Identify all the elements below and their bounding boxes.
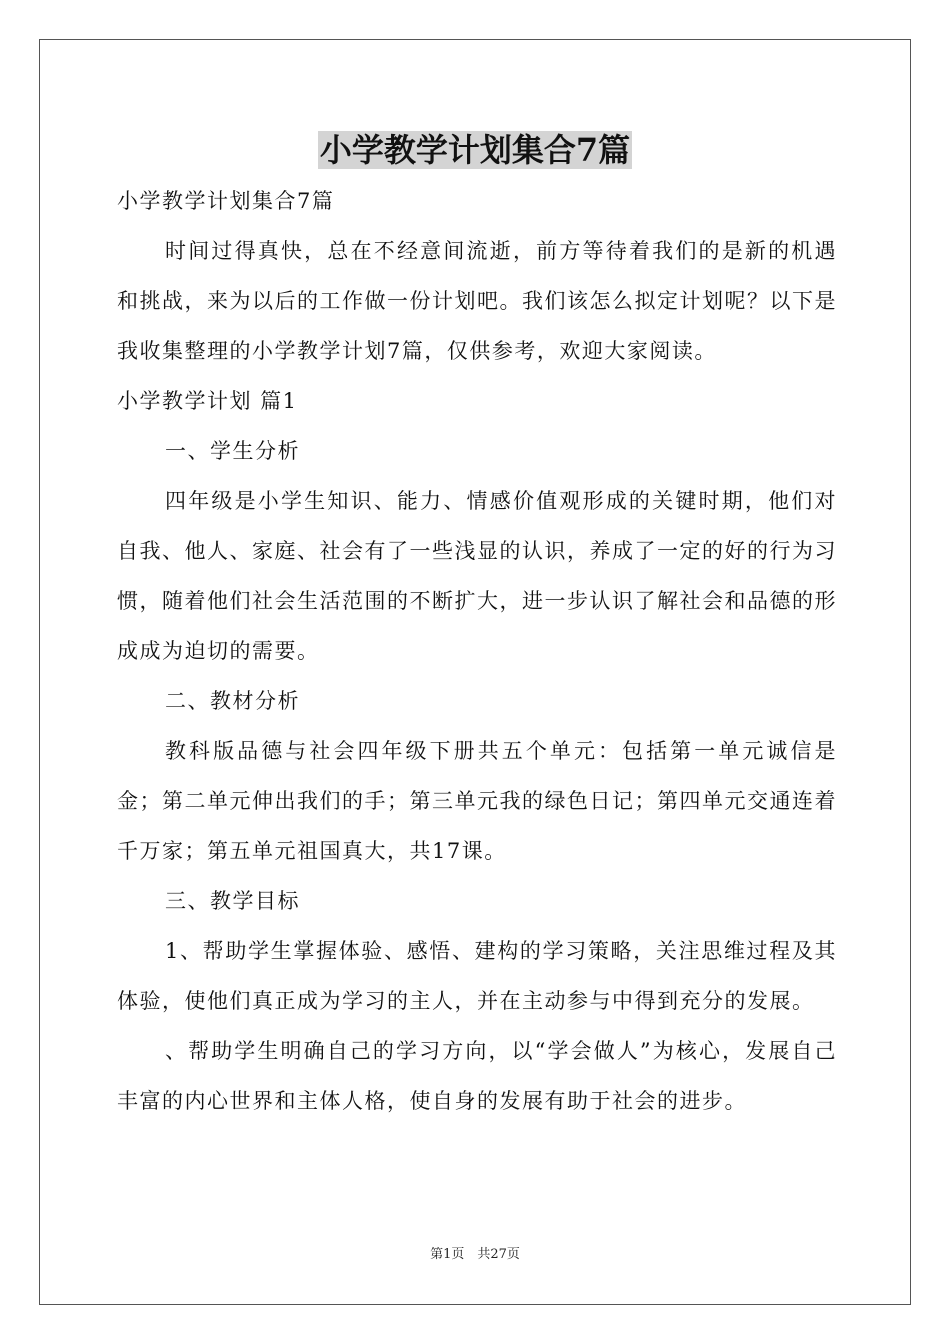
document-title-text: 小学教学计划集合7篇 <box>319 131 631 169</box>
textbook-analysis-paragraph: 教科版品德与社会四年级下册共五个单元：包括第一单元诚信是金；第二单元伸出我们的手；第三单元我的绿色日记；第四单元交通连着千万家；第五单元祖国真大，共17课。 <box>117 739 837 863</box>
document-body <box>117 176 837 1126</box>
intro-paragraph: 时间过得真快，总在不经意间流逝，前方等待着我们的是新的机遇和挑战，来为以后的工作做一份计划吧。我们该怎么拟定计划呢？以下是我收集整理的小学教学计划7篇，仅供参考，欢迎大家阅读。 <box>117 239 837 363</box>
goal-2-paragraph: 、帮助学生明确自己的学习方向，以“学会做人”为核心，发展自己丰富的内心世界和主体人格，使自身的发展有助于社会的进步。 <box>117 1039 837 1113</box>
subtitle-line: 小学教学计划集合7篇 <box>117 189 335 213</box>
section-heading-plan-1: 小学教学计划 篇1 <box>117 389 298 413</box>
page-number-footer: 第1页 共27页 <box>430 1247 520 1262</box>
document-title <box>0 128 950 172</box>
heading-teaching-goals: 三、教学目标 <box>165 889 300 913</box>
heading-student-analysis: 一、学生分析 <box>165 439 300 463</box>
heading-textbook-analysis: 二、教材分析 <box>165 689 300 713</box>
student-analysis-paragraph: 四年级是小学生知识、能力、情感价值观形成的关键时期，他们对自我、他人、家庭、社会有了一些浅显的认识，养成了一定的好的行为习惯，随着他们社会生活范围的不断扩大，进一步认识了解社会和品德的形成成为迫切的需要。 <box>117 489 837 663</box>
goal-1-paragraph: 1、帮助学生掌握体验、感悟、建构的学习策略，关注思维过程及其体验，使他们真正成为学习的主人，并在主动参与中得到充分的发展。 <box>117 939 837 1013</box>
